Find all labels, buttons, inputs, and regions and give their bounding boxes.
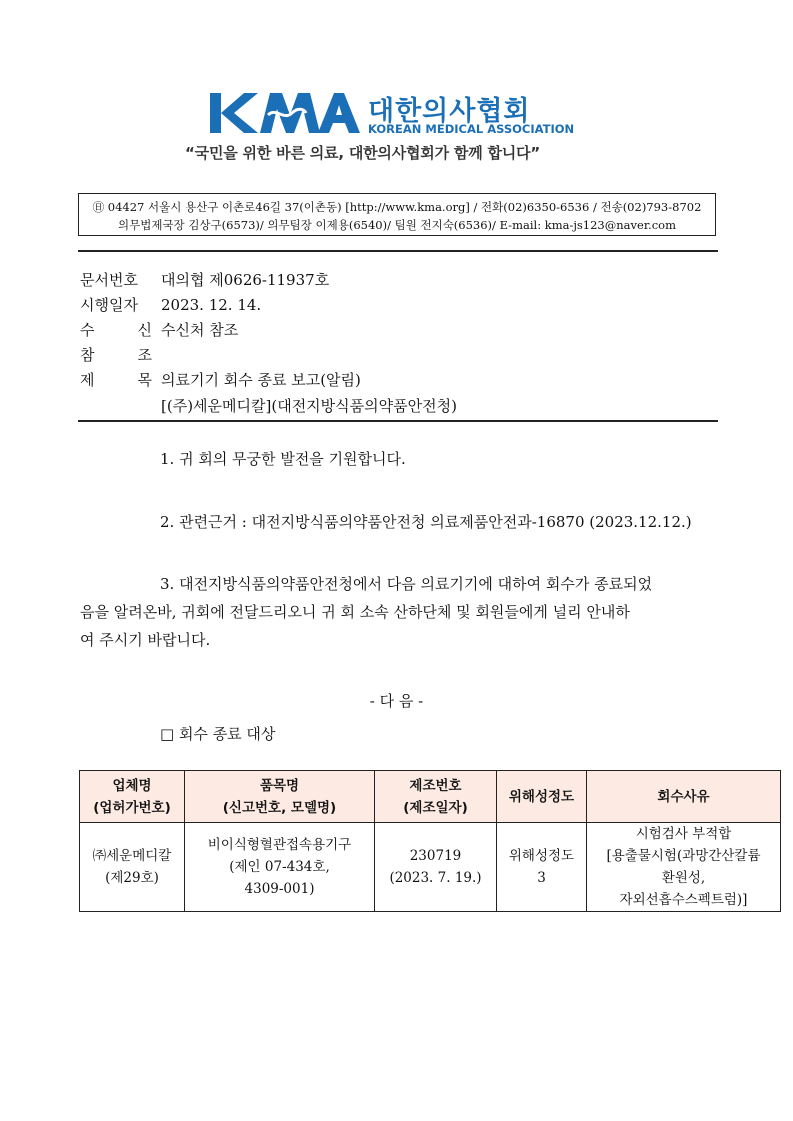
paragraph-2: 2. 관련근거 : 대전지방식품의약품안전청 의료제품안전과-16870 (2023.12.12.) <box>160 513 692 531</box>
product-registration: (제인 07-434호, <box>229 859 330 875</box>
date-label: 시행일자 <box>80 296 138 314</box>
contact-staff-line: 의무법제국장 김상구(6573)/ 의무팀장 이제용(6540)/ 팀원 전지숙(6536)/ E-mail: kma-js123@naver.com <box>118 218 676 232</box>
reason-line-4: 자외선흡수스펙트럼)] <box>619 892 748 908</box>
section-title: □ 회수 종료 대상 <box>160 725 276 743</box>
paragraph-3-line-3: 여 주시기 바랍니다. <box>80 631 211 649</box>
risk-grade: 3 <box>537 870 546 886</box>
company-license: (제29호) <box>105 870 159 886</box>
org-name-english: KOREAN MEDICAL ASSOCIATION <box>368 122 575 136</box>
header-reason-line1: 회수사유 <box>657 788 710 805</box>
contact-box <box>78 193 716 236</box>
subject-line-2: [(주)세운메디칼](대전지방식품의약품안전청) <box>161 397 457 415</box>
header-top-rule <box>78 250 718 252</box>
paragraph-3-line-1: 3. 대전지방식품의약품안전청에서 다음 의료기기에 대하여 회수가 종료되었 <box>160 575 653 593</box>
product-model: 4309-001) <box>244 881 315 897</box>
risk-label: 위해성정도 <box>508 848 575 864</box>
reason-line-2: [용출물시험(과망간산칼륨 <box>606 848 761 864</box>
letterhead <box>185 84 605 184</box>
manufacture-date: (2023. 7. 19.) <box>389 870 482 886</box>
contact-address-line: ㊐ 04427 서울시 용산구 이촌로46길 37(이촌동) [http://www.kma.org] / 전화(02)6350-6536 / 전송(02)793-8702 <box>92 200 702 214</box>
cell-company <box>80 823 185 912</box>
header-lot <box>375 771 497 823</box>
table-header-row <box>80 771 781 823</box>
cell-lot <box>375 823 497 912</box>
header-risk <box>497 771 587 823</box>
recipient-label: 수 신 <box>80 321 152 339</box>
cell-reason <box>587 823 781 912</box>
header-product-line2: (신고번호, 모델명) <box>222 799 337 816</box>
kma-logo <box>210 91 360 135</box>
subject-label: 제 목 <box>80 371 152 389</box>
doc-number-value: 대의협 제0626-11937호 <box>161 271 330 289</box>
header-product <box>185 771 375 823</box>
org-name-korean: 대한의사협회 <box>368 96 531 127</box>
header-reason <box>587 771 781 823</box>
paragraph-3-line-2: 음을 알려온바, 귀회에 전달드리오니 귀 회 소속 산하단체 및 회원들에게 널리 안내하 <box>80 603 630 621</box>
reason-line-1: 시험검사 부적합 <box>635 826 732 842</box>
header-company-line1: 업체명 <box>112 777 152 794</box>
recall-table <box>79 770 781 912</box>
header-product-line1: 품목명 <box>259 777 300 794</box>
notice-heading: - 다 음 - <box>369 692 424 710</box>
header-risk-line1: 위해성정도 <box>508 788 575 805</box>
lot-number: 230719 <box>409 848 462 864</box>
paragraph-1: 1. 귀 회의 무궁한 발전을 기원합니다. <box>160 450 406 468</box>
reason-line-3: 환원성, <box>661 870 706 886</box>
recipient-value: 수신처 참조 <box>161 321 239 339</box>
subject-line-1: 의료기기 회수 종료 보고(알림) <box>161 371 361 389</box>
cell-risk <box>497 823 587 912</box>
date-value: 2023. 12. 14. <box>161 296 262 314</box>
table-row <box>80 823 781 912</box>
header-bottom-rule <box>78 420 718 422</box>
cell-product <box>185 823 375 912</box>
product-name: 비이식형혈관접속용기구 <box>207 837 352 853</box>
doc-number-label: 문서번호 <box>80 271 138 289</box>
header-lot-line2: (제조일자) <box>403 799 468 816</box>
header-company-line2: (업허가번호) <box>93 799 171 816</box>
company-name: ㈜세운메디칼 <box>92 848 172 864</box>
slogan: “국민을 위한 바른 의료, 대한의사협회가 함께 합니다” <box>185 144 541 162</box>
header-lot-line1: 제조번호 <box>409 777 462 794</box>
header-company <box>80 771 185 823</box>
reference-label: 참 조 <box>80 346 152 364</box>
